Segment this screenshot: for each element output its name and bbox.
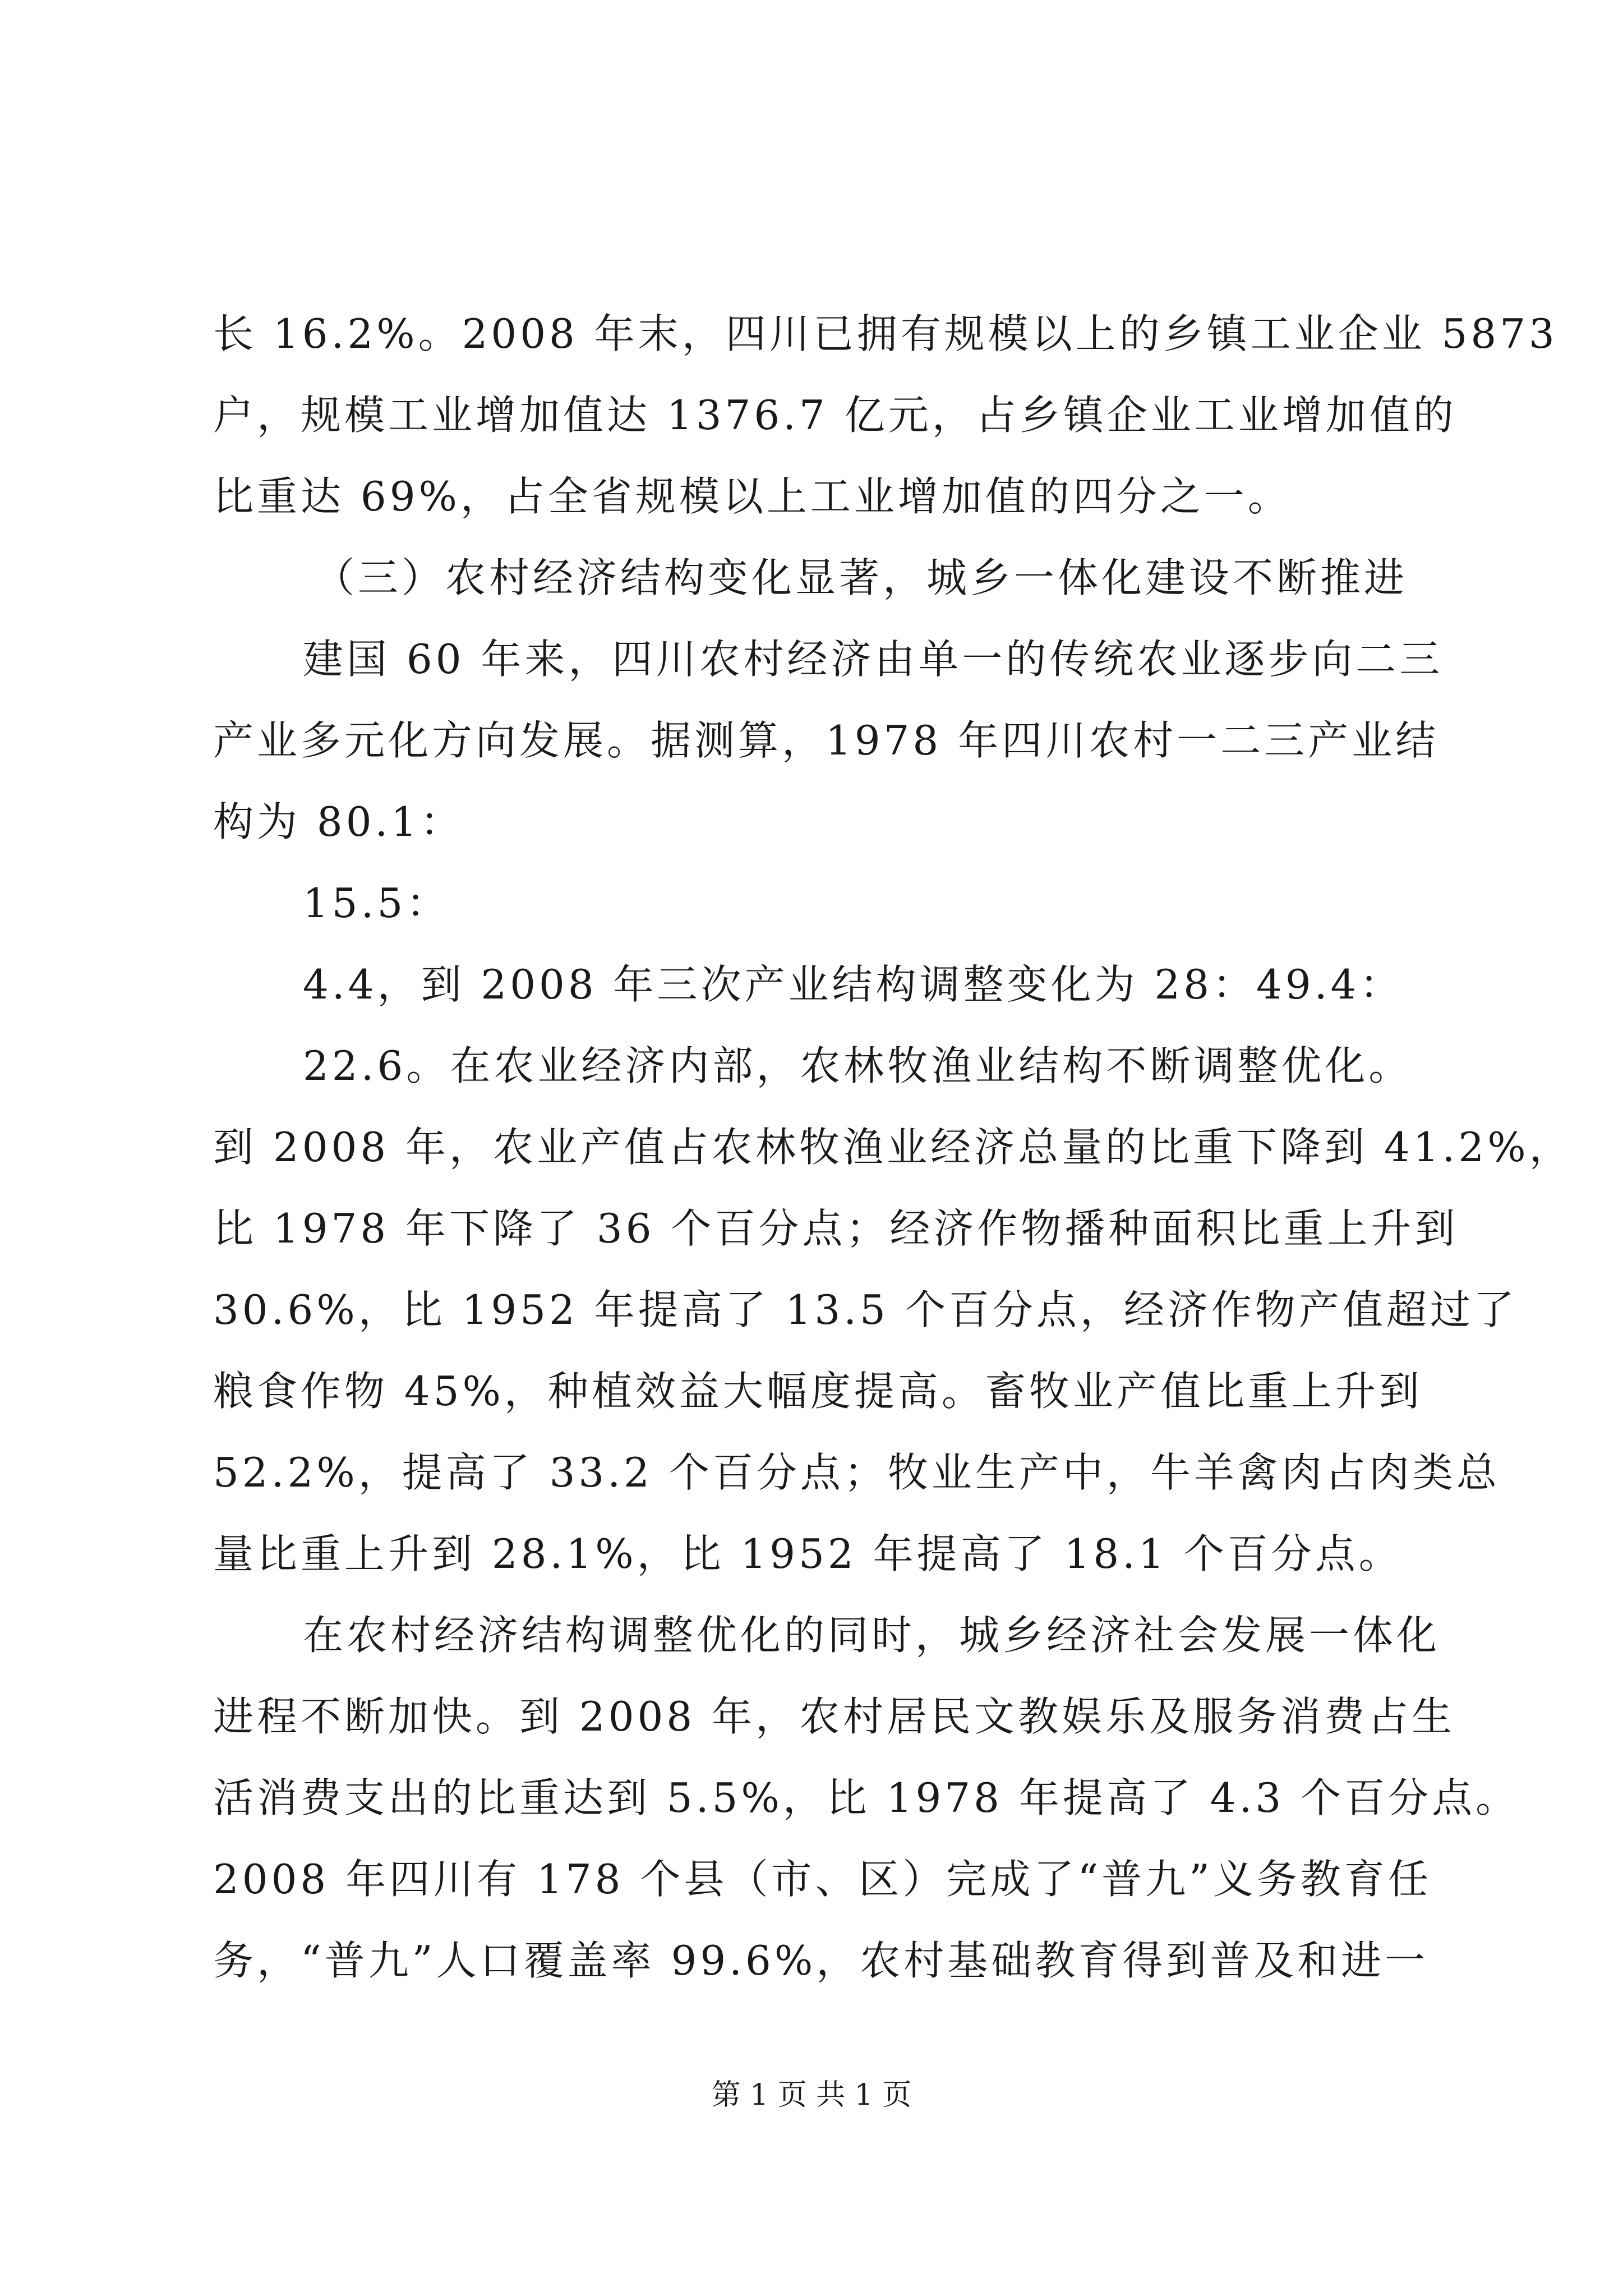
body-line-20: 2008 年四川有 178 个县（市、区）完成了“普九”义务教育任 <box>213 1856 1432 1903</box>
body-line-19: 活消费支出的比重达到 5.5%，比 1978 年提高了 4.3 个百分点。 <box>213 1774 1520 1821</box>
body-line-11: 到 2008 年，农业产值占农林牧渔业经济总量的比重下降到 41.2%， <box>213 1124 1573 1171</box>
section-heading: （三）农村经济结构变化显著，城乡一体化建设不断推进 <box>314 554 1408 601</box>
body-line-14: 粮食作物 45%，种植效益大幅度提高。畜牧业产值比重上升到 <box>213 1368 1423 1415</box>
body-line-18: 进程不断加快。到 2008 年，农村居民文教娱乐及服务消费占生 <box>213 1693 1456 1740</box>
body-line-2: 户，规模工业增加值达 1376.7 亿元，占乡镇企业工业增加值的 <box>213 392 1457 439</box>
body-line-8: 15.5： <box>303 880 450 927</box>
body-line-6: 产业多元化方向发展。据测算，1978 年四川农村一二三产业结 <box>213 717 1440 764</box>
page-number-footer: 第 1 页 共 1 页 <box>711 2078 912 2112</box>
body-line-7: 构为 80.1： <box>213 798 464 845</box>
body-line-3: 比重达 69%，占全省规模以上工业增加值的四分之一。 <box>213 473 1292 520</box>
body-line-13: 30.6%，比 1952 年提高了 13.5 个百分点，经济作物产值超过了 <box>213 1286 1518 1333</box>
body-line-17: 在农村经济结构调整优化的同时，城乡经济社会发展一体化 <box>303 1612 1441 1659</box>
body-line-15: 52.2%，提高了 33.2 个百分点；牧业生产中，牛羊禽肉占肉类总 <box>213 1449 1500 1496</box>
body-line-1: 长 16.2%。2008 年末，四川已拥有规模以上的乡镇工业企业 5873 <box>213 310 1558 357</box>
body-line-16: 量比重上升到 28.1%，比 1952 年提高了 18.1 个百分点。 <box>213 1530 1403 1577</box>
body-line-21: 务，“普九”人口覆盖率 99.6%，农村基础教育得到普及和进一 <box>213 1937 1429 1984</box>
body-line-5: 建国 60 年来，四川农村经济由单一的传统农业逐步向二三 <box>303 636 1444 683</box>
body-line-10: 22.6。在农业经济内部，农林牧渔业结构不断调整优化。 <box>303 1042 1413 1089</box>
body-line-12: 比 1978 年下降了 36 个百分点；经济作物播种面积比重上升到 <box>213 1205 1459 1252</box>
body-line-9: 4.4，到 2008 年三次产业结构调整变化为 28：49.4： <box>303 961 1404 1008</box>
